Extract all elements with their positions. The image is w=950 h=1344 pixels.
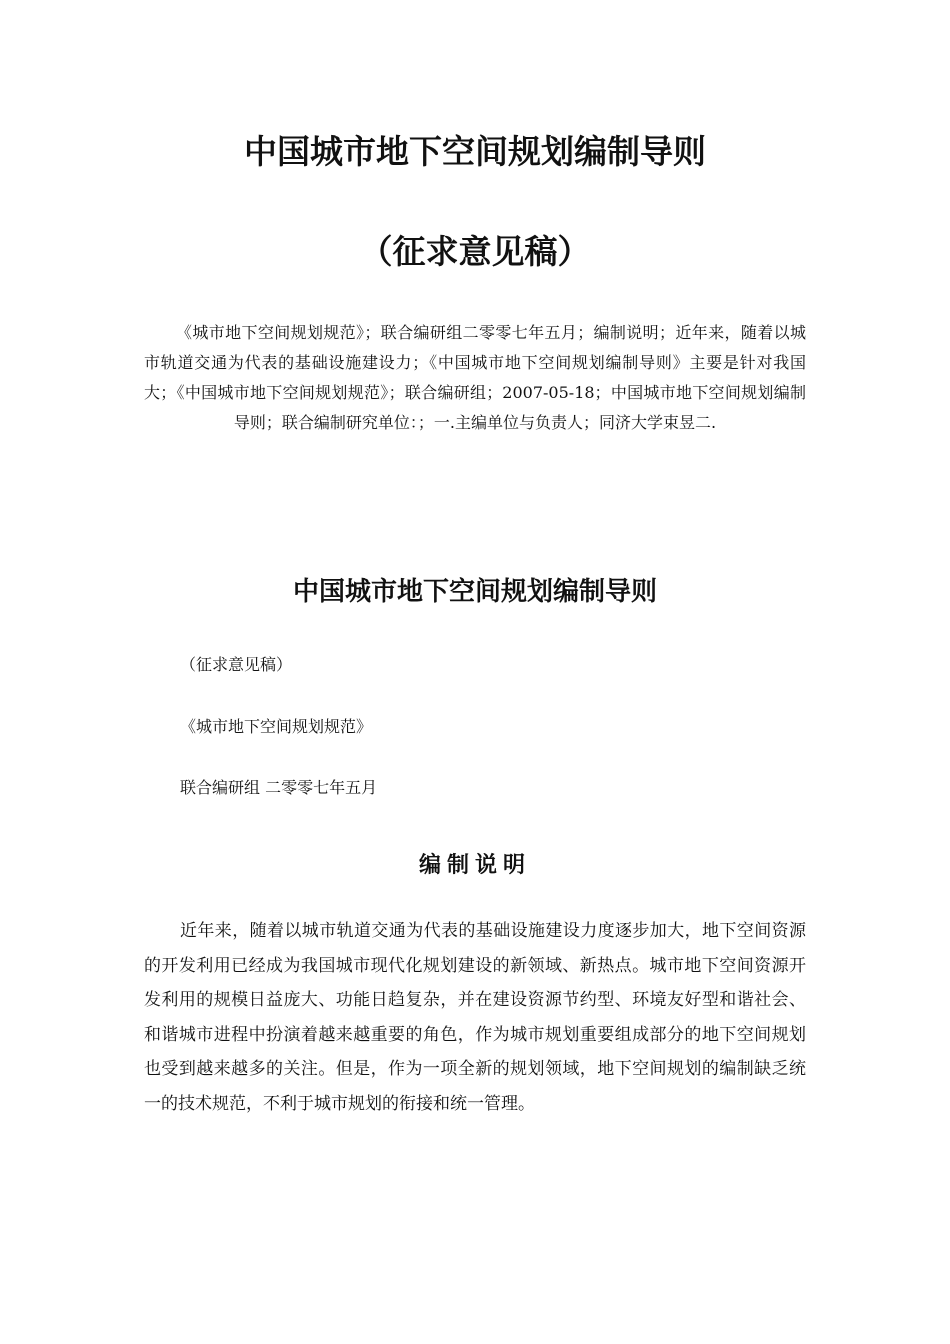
document-subtitle: （征求意见稿）	[359, 232, 591, 271]
section-heading: 编制说明	[418, 853, 531, 878]
document-title: 中国城市地下空间规划编制导则	[244, 132, 706, 171]
section-title: 中国城市地下空间规划编制导则	[292, 577, 657, 607]
draft-note: （征求意见稿）	[180, 655, 293, 674]
author-date: 联合编研组 二零零七年五月	[180, 778, 378, 797]
body-paragraph: 近年来，随着以城市轨道交通为代表的基础设施建设力度逐步加大，地下空间资源的开发利用已经成为我国城市现代化规划建设的新领域、新热点。城市地下空间资源开发利用的规模日益庞大、功能日趋复杂，并在建设资源节约型、环境友好型和谐社会、和谐城市进程中扮演着越来越重要的角色，作为城市规划重要组成部分的地下空间规划也受到越来越多的关注。但是，作为一项全新的规划领域，地下空间规划的编制缺乏统一的技术规范，不利于城市规划的衔接和统一管理。	[144, 921, 806, 1114]
summary-paragraph: 《城市地下空间规划规范》；联合编研组二零零七年五月；编制说明；近年来，随着以城市轨道交通为代表的基础设施建设力；《中国城市地下空间规划编制导则》主要是针对我国大；《中国城市地下空间规划规范》；联合编研组；2007-05-18；中国城市地下空间规划编制导则；联合编制研究单位：；一.主编单位与负责人；同济大学束昱二.	[144, 323, 806, 432]
spec-name: 《城市地下空间规划规范》	[180, 717, 373, 736]
